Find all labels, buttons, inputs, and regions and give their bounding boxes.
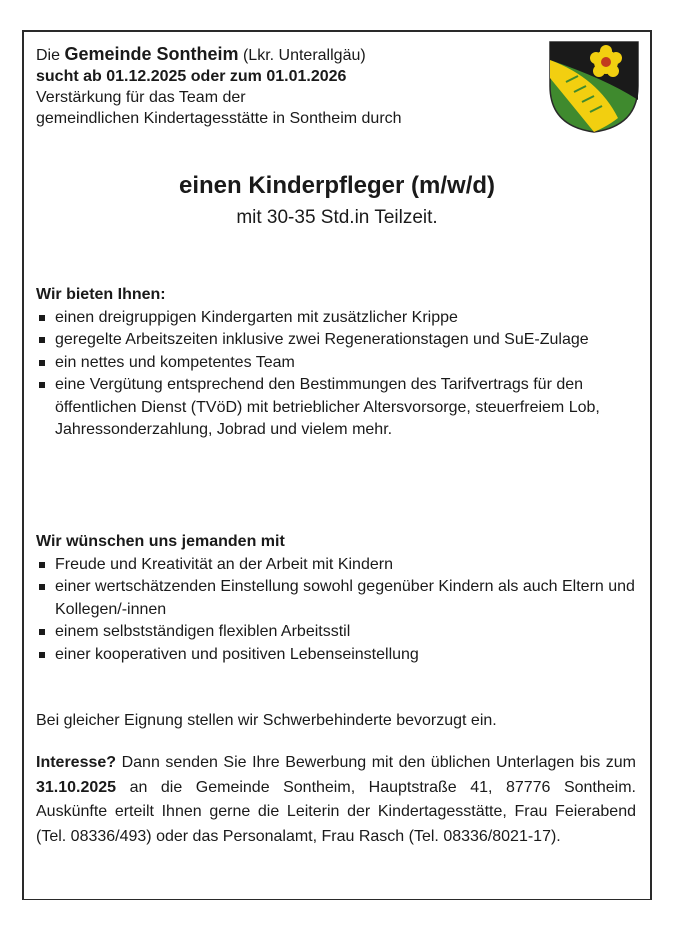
wish-list (36, 554, 636, 667)
list-item: einem selbstständigen flexiblen Arbeitsstil (36, 621, 636, 644)
offer-section (36, 284, 636, 442)
list-item: geregelte Arbeitszeiten inklusive zwei Regenerationstagen und SuE-Zulage (36, 329, 636, 352)
list-item: ein nettes und kompetentes Team (36, 352, 636, 375)
intro-line-2: sucht ab 01.12.2025 oder zum 01.01.2026 (36, 68, 347, 85)
list-item: einer wertschätzenden Einstellung sowohl gegenüber Kindern als auch Eltern und Kollegen/-innen (36, 576, 636, 621)
list-item: einer kooperativen und positiven Lebenseinstellung (36, 644, 636, 667)
start-date-2: 01.01.2026 (266, 68, 347, 85)
offer-list (36, 307, 636, 442)
intro-line-3: Verstärkung für das Team der (36, 89, 246, 106)
intro-line-1: Die Gemeinde Sontheim (Lkr. Unterallgäu) (36, 44, 366, 64)
district: (Lkr. Unterallgäu) (242, 47, 366, 64)
intro (36, 44, 636, 129)
coat-of-arms-icon (548, 40, 640, 134)
contact-lead: Interesse? (36, 754, 117, 771)
offer-title: Wir bieten Ihnen: (36, 286, 166, 303)
org-name: Gemeinde Sontheim (64, 44, 239, 64)
disability-note: Bei gleicher Eignung stellen wir Schwerbehinderte bevorzugt ein. (36, 712, 497, 729)
list-item: Freude und Kreativität an der Arbeit mit Kindern (36, 554, 636, 577)
wish-section (36, 531, 636, 666)
deadline: 31.10.2025 (36, 778, 117, 796)
start-date-1: 01.12.2025 (106, 68, 187, 85)
contact-paragraph: Interesse? Dann senden Sie Ihre Bewerbung mit den üblichen Unterlagen bis zum 31.10.2025 an die Gemeinde Sontheim, Hauptstraße 41, 87776 Sontheim. Auskünfte erteilt Ihnen gerne die Leiterin der Kindertagesstätte, Frau Feierabend (Tel. 08336/493) oder das Personalamt, Frau Rasch (Tel. 08336/8021-17). (36, 754, 636, 845)
position-hours: mit 30-35 Std.in Teilzeit. (236, 207, 438, 228)
intro-line-4: gemeindlichen Kindertagesstätte in Sontheim durch (36, 110, 402, 127)
position-title: einen Kinderpfleger (m/w/d) (178, 172, 496, 199)
list-item: eine Vergütung entsprechend den Bestimmungen des Tarifvertrags für den öffentlichen Dienst (TVöD) mit betrieblicher Altersvorsorge, steuerfreiem Lob, Jahressonderzahlung, Jobrad und vielem mehr. (36, 374, 636, 442)
wish-title: Wir wünschen uns jemanden mit (36, 533, 285, 550)
list-item: einen dreigruppigen Kindergarten mit zusätzlicher Krippe (36, 307, 636, 330)
